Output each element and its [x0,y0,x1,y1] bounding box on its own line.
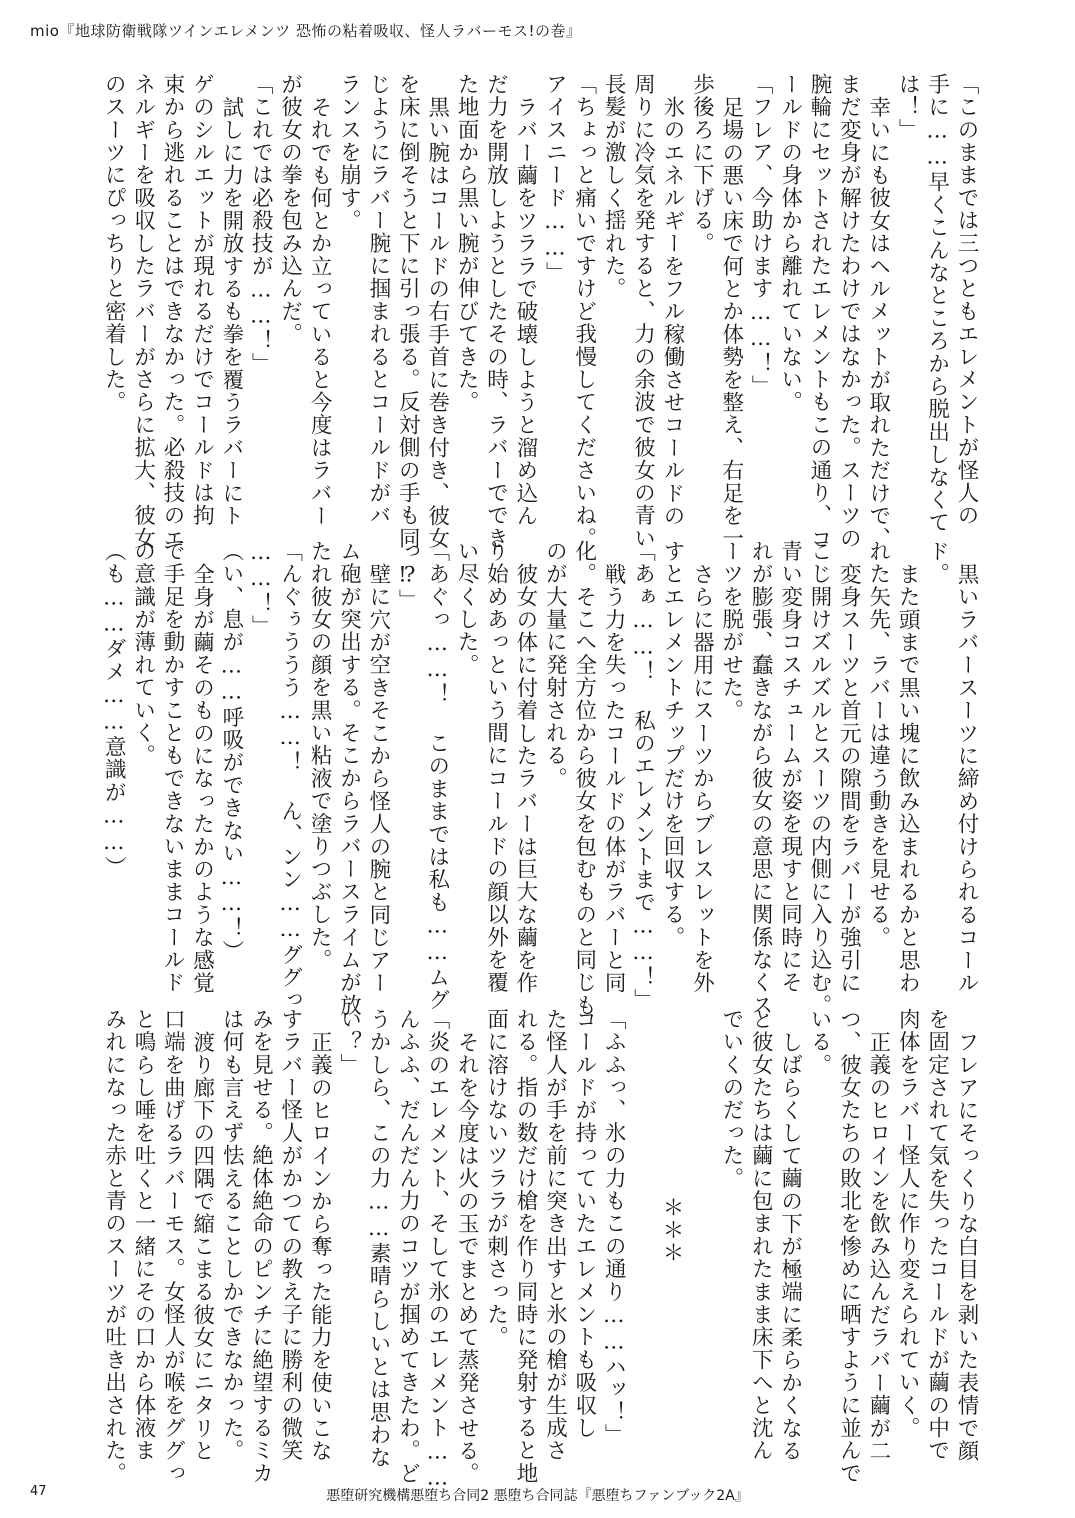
text-column: ネルギーを吸収したラバーがさらに拡大、彼女 [130,73,156,550]
text-column: 黒いラバースーツに締め付けられるコール [954,563,979,995]
text-column: と彼女たちは繭に包まれたまま床下へと沈ん [748,1008,774,1462]
text-column: た怪人が手を前に突き出すと氷の槍が生成さ [542,1008,568,1462]
text-column: まだ変身が解けたわけではなかった。スーツの [836,73,862,550]
text-column: っ⁉」 [395,540,421,612]
text-column: 長髪が激しく揺れた。 [601,73,627,300]
text-column: ラバー繭をツララで破壊しようと溜め込ん [512,96,538,528]
text-column: 戦う力を失ったコールドの体がラバーと同 [601,563,627,995]
page-header-title: mio『地球防衛戦隊ツインエレメンツ 恐怖の粘着吸収、怪人ラバーモス!の巻』 [30,22,582,40]
text-column: こじ開けズルズルとスーツの内側に入り込む。 [806,540,832,1017]
text-column: ム砲が突出する。そこからラバースライムが放 [336,540,362,1017]
text-column: 黒い腕はコールドの右手首に巻き付き、彼女 [424,96,450,550]
text-column: い？」 [336,1008,362,1077]
text-tier-middle [95,540,979,1017]
text-column: 幸いにも彼女はヘルメットが取れただけで、 [865,96,891,550]
text-column: でいくのだった。 [718,1008,744,1190]
text-column: り始めあっという間にコールドの顔以外を覆 [483,540,509,994]
text-column: た地面から黒い腕が伸びてきた。 [454,73,480,414]
text-column: 肉体をラバー怪人に作り変えられていく。 [895,1008,921,1440]
text-column: （も……ダメ……意識が……） [101,540,127,879]
text-column: 変身スーツと首元の隙間をラバーが強引に [836,563,862,995]
text-column: の意識が薄れていく。 [130,540,156,767]
text-column: 束から逃れることはできなかった。必殺技のエ [160,73,186,550]
text-column: 腕輪にセットされたエレメントもこの通り、コ [806,73,832,550]
text-column: れが膨張、蠢きながら彼女の意思に関係なくス [748,540,774,1017]
text-column: （い、息が……呼吸ができない……！） [218,540,244,963]
text-column: ランスを崩す。 [336,73,362,232]
text-column: 歩後ろに下げる。 [689,73,715,255]
text-column: のスーツにぴっちりと密着した。 [101,73,127,414]
text-column: 足場の悪い床で何とか体勢を整え、右足を一 [718,96,744,550]
page-number: 47 [30,1484,47,1499]
text-column: 正義のヒロインから奪った能力を使いこな [307,1031,333,1463]
text-column: すラバー怪人がかつての教え子に勝利の微笑 [277,1008,303,1462]
text-column: 手に……早くこんなところから脱出しなくて [924,73,950,534]
text-column: いる。 [807,1008,833,1077]
text-column: を床に倒そうと下に引っ張る。反対側の手も同 [395,73,421,550]
text-column: 渡り廊下の四隅で縮こまる彼女にニタリと [189,1031,215,1463]
text-column: は何も言えず怯えることしかできなかった。 [219,1008,245,1462]
text-column: 氷のエネルギーをフル稼働させコールドの [659,96,685,528]
text-column: 「んぐぅううう……！ ん、ンン……ググっ [277,540,303,1012]
text-column: 「ふふっ、氷の力もこの通り……ハッ！」 [601,1008,627,1447]
text-column: れる。指の数だけ槍を作り同時に発射すると地 [513,1008,539,1485]
text-column: 「フレア、今助けます……！」 [748,73,774,398]
text-column: ーツを脱がせた。 [718,540,744,722]
text-column: みを見せる。絶体絶命のピンチに絶望するミカ [248,1008,274,1485]
text-column: それを今度は火の玉でまとめて蒸発させる。 [454,1031,480,1485]
text-column: 「あぐっ……！ このままでは私も……ムグ [424,540,450,1012]
text-column: 「これでは必殺技が……！」 [248,73,274,376]
text-column: つ、彼女たちの敗北を惨めに晒すように並んで [836,1008,862,1485]
text-column: 化。そこへ全方位から彼女を包むものと同じも [571,540,597,1017]
text-column: い尽くした。 [454,540,480,677]
text-column: 彼女の体に付着したラバーは巨大な繭を作 [512,563,538,995]
text-column: れた矢先、ラバーは違う動きを見せる。 [865,540,891,949]
text-column: たれ彼女の顔を黒い粘液で塗りつぶした。 [307,540,333,972]
text-column: 「このままでは三つともエレメントが怪人の [954,73,979,527]
text-column: 試しに力を開放するも拳を覆うラバーにト [218,96,244,528]
text-column: 壁に穴が空きそこから怪人の腕と同じアー [365,563,391,995]
text-column [630,1008,654,1453]
text-column: 正義のヒロインを飲み込んだラバー繭が二 [865,1031,891,1463]
text-column: すとエレメントチップだけを回収する。 [659,540,685,949]
text-column: また頭まで黒い塊に飲み込まれるかと思わ [895,563,921,995]
text-column: は！」 [895,73,921,142]
text-column: 全身が繭そのものになったかのような感覚 [189,563,215,995]
text-column: 「ちょっと痛いですけど我慢してくださいね。 [571,73,597,550]
text-column [689,1008,713,1453]
text-column: じようにラバー腕に掴まれるとコールドがバ [365,73,391,527]
text-column: アイスニード……」 [542,73,568,285]
text-column: んふふ、だんだん力のコツが掴めてきたわ。ど [395,1008,421,1485]
text-column: が彼女の拳を包み込んだ。 [277,73,303,346]
text-column: みれになった赤と青のスーツが吐き出された。 [101,1008,127,1485]
text-column: 周りに冷気を発すると、力の余波で彼女の青い [630,73,656,550]
text-tier-bottom [95,1008,979,1492]
footer-publication-title: 悪堕研究機構悪堕ち合同2 悪堕ち合同誌『悪堕ちファンブック2A』 [326,1488,749,1504]
text-column: 青い変身コスチュームが姿を現すと同時にそ [777,540,803,994]
text-column: ールドの身体から離れていない。 [777,73,803,414]
text-column: を固定されて気を失ったコールドが繭の中で [924,1008,950,1462]
text-column: コールドが持っていたエレメントも吸収し [571,1008,597,1440]
text-column: で手足を動かすこともできないままコールド [160,540,186,994]
text-column: と鳴らし唾を吐くと一緒にその口から体液ま [130,1008,156,1462]
text-column: フレアにそっくりな白目を剥いた表情で顔 [954,1031,979,1463]
text-column: さらに器用にスーツからブレスレットを外 [689,563,715,995]
text-column: 「あぁ……！ 私のエレメントまで……！」 [630,540,656,1012]
text-column: 口端を曲げるラバーモス。女怪人が喉をググっ [160,1008,186,1485]
text-column: それでも何とか立っていると今度はラバー [307,96,333,528]
text-column: ……！」 [248,540,274,638]
text-tier-top [95,73,979,550]
scene-break: ＊＊＊ [658,1196,684,1265]
text-column: 「炎のエレメント、そして氷のエレメント…… [424,1008,450,1492]
text-column: うかしら、この力……素晴らしいとは思わな [366,1008,392,1469]
text-column: しばらくして繭の下が極端に柔らかくなる [777,1031,803,1463]
text-column: のが大量に発射される。 [542,540,568,790]
text-column: ゲのシルエットが現れるだけでコールドは拘 [189,73,215,527]
text-column: だ力を開放しようとしたその時、ラバーででき [483,73,509,550]
text-column: 面に溶けないツララが刺さった。 [483,1008,509,1349]
text-column: ド。 [924,540,950,586]
